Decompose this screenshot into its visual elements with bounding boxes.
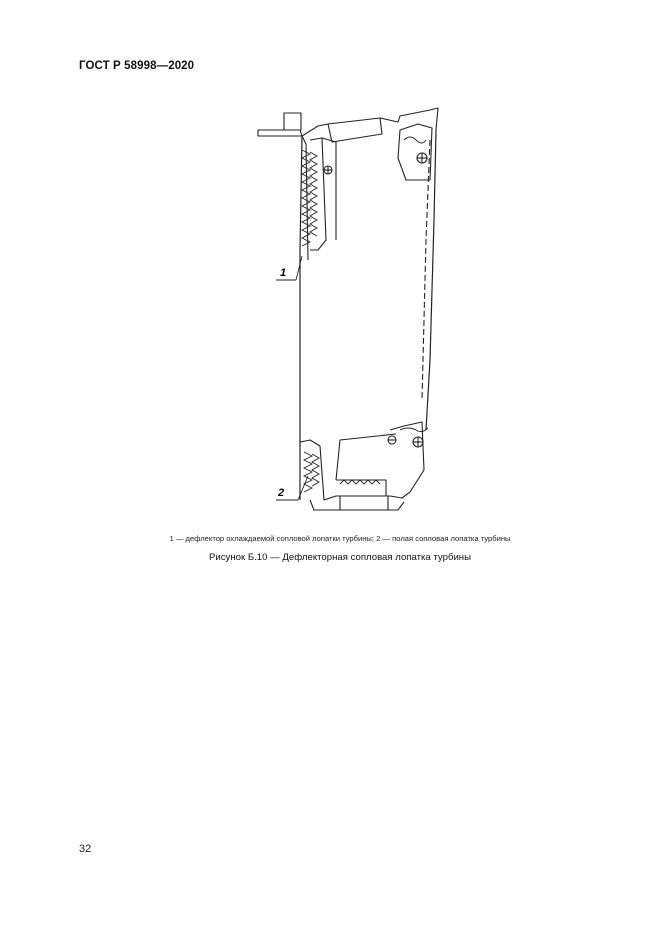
figure-legend: 1 — дефлектор охлаждаемой сопловой лопатки турбины; 2 — полая сопловая лопатка турбины bbox=[169, 534, 511, 543]
callout-1: 1 bbox=[280, 267, 287, 279]
document-header: ГОСТ Р 58998—2020 bbox=[79, 60, 195, 72]
turbine-blade-figure bbox=[240, 100, 450, 520]
page-number: 32 bbox=[79, 843, 92, 855]
figure-caption: Рисунок Б.10 — Дефлекторная сопловая лопатка турбины bbox=[208, 552, 471, 563]
callout-2: 2 bbox=[278, 487, 285, 499]
turbine-blade-drawing bbox=[240, 100, 450, 520]
